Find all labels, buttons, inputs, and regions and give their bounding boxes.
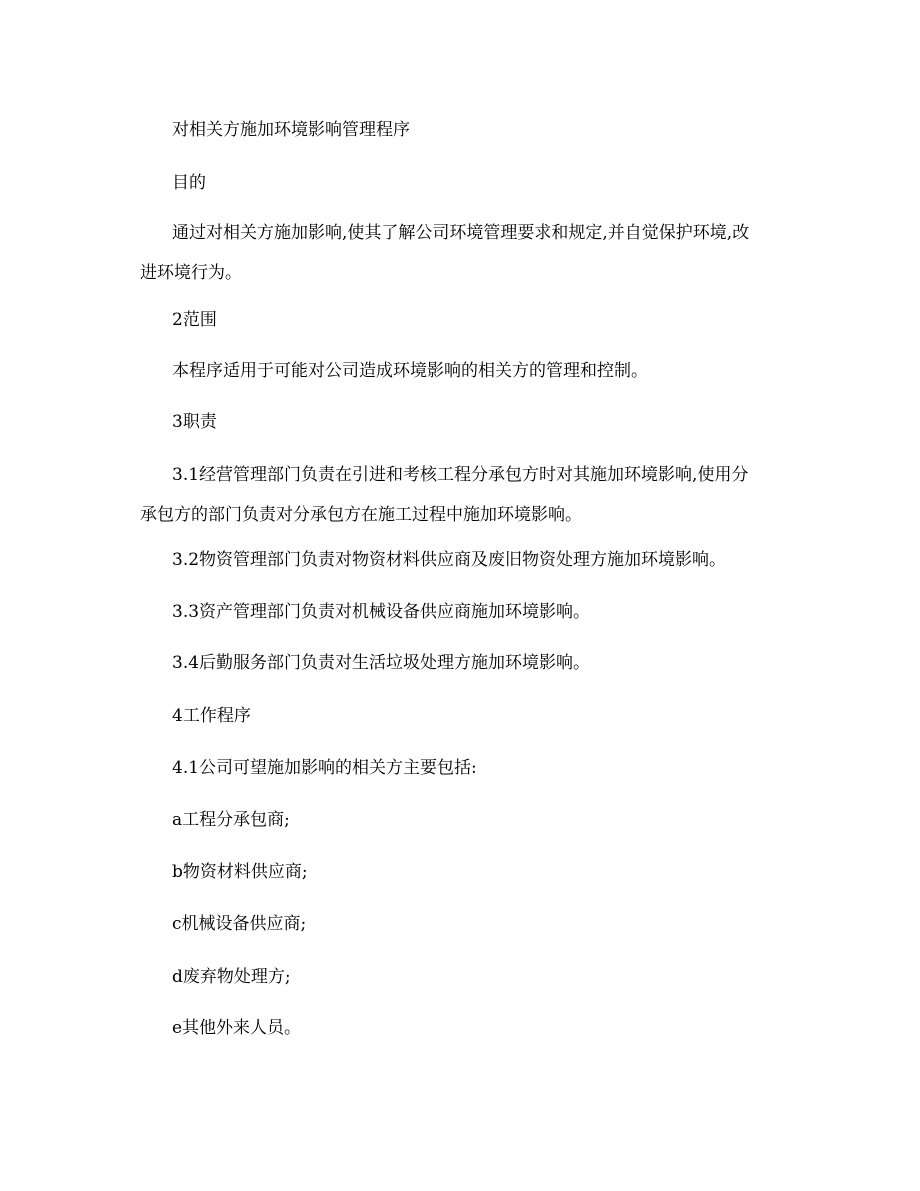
document-page: 对相关方施加环境影响管理程序 目的 通过对相关方施加影响,使其了解公司环境管理要求和规定,并自觉保护环境,改 进环境行为。 2范围 本程序适用于可能对公司造成环境影响的相关方的管理和控制。 3职责 3.1经营管理部门负责在引进和考核工程分承包方时对其施加环境影响,使用分 承包方的部门负责对分承包方在施工过程中施加环境影响。 3.2物资管理部门负责对物资材料供应商及废旧物资处理方施加环境影响。 3.3资产管理部门负责对机械设备供应商施加环境影响。 3.4后勤服务部门负责对生活垃圾处理方施加环境影响。 4工作程序 4.1公司可望施加影响的相关方主要包括: a工程分承包商; b物资材料供应商; c机械设备供应商; d废弃物处理方; e其他外来人员。 [140,120,750,1038]
